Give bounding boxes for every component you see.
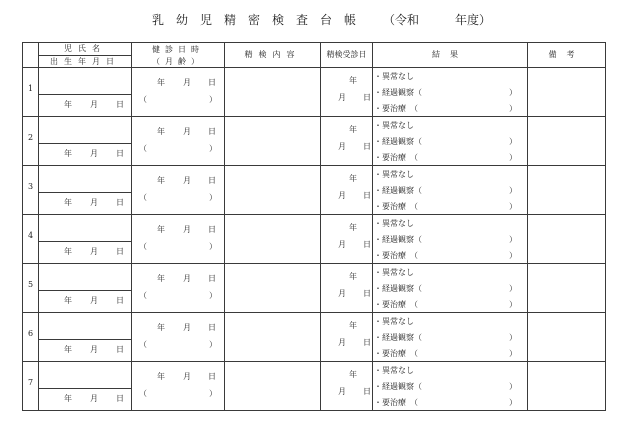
- header-remarks-cell: [528, 43, 606, 68]
- birth-month-label: 月: [90, 247, 98, 256]
- child-name-field: [39, 362, 131, 389]
- age-open-paren: （: [139, 144, 147, 153]
- treat-close-paren: ）: [509, 398, 517, 407]
- age-open-paren: （: [139, 291, 147, 300]
- age-close-paren: ）: [209, 144, 217, 153]
- exam-ledger-table: [22, 42, 606, 411]
- remarks-cell: [528, 264, 606, 313]
- checkup-day-label: 日: [208, 372, 216, 381]
- checkup-year-label: 年: [157, 78, 165, 87]
- checkup-date-cell: [132, 313, 225, 362]
- checkup-month-label: 月: [183, 176, 191, 185]
- child-name-field: [39, 68, 131, 95]
- child-name-birthdate-cell: [39, 313, 132, 362]
- birth-day-label: 日: [116, 345, 124, 354]
- exam-date-cell: [321, 362, 373, 411]
- age-open-paren: （: [139, 95, 147, 104]
- observe-close-paren: ）: [509, 137, 517, 146]
- birth-month-label: 月: [90, 296, 98, 305]
- result-normal-option: ・異常なし: [374, 121, 414, 130]
- checkup-date-cell: [132, 215, 225, 264]
- birth-year-label: 年: [64, 149, 72, 158]
- result-observe-option: ・経過観察（: [374, 382, 422, 391]
- result-cell: [373, 117, 528, 166]
- header-birthdate: 出生年月日: [50, 57, 120, 66]
- result-normal-option: ・異常なし: [374, 268, 414, 277]
- exam-year-label: 年: [349, 223, 357, 232]
- checkup-month-label: 月: [183, 372, 191, 381]
- result-cell: [373, 166, 528, 215]
- result-observe-option: ・経過観察（: [374, 333, 422, 342]
- child-name-field: [39, 166, 131, 193]
- exam-content-cell: [225, 313, 321, 362]
- result-treat-option: ・要治療 （: [374, 300, 418, 309]
- birth-day-label: 日: [116, 149, 124, 158]
- exam-month-label: 月: [338, 240, 346, 249]
- ledger-title: 乳幼児精密検査台帳: [152, 13, 369, 27]
- treat-close-paren: ）: [509, 251, 517, 260]
- header-remarks: 備考: [548, 50, 585, 59]
- child-name-field: [39, 215, 131, 242]
- result-treat-option: ・要治療 （: [374, 153, 418, 162]
- exam-day-label: 日: [363, 240, 371, 249]
- age-open-paren: （: [139, 340, 147, 349]
- checkup-date-cell: [132, 264, 225, 313]
- ledger-row: [23, 117, 606, 166]
- child-name-field: [39, 313, 131, 340]
- birth-day-label: 日: [116, 198, 124, 207]
- birth-year-label: 年: [64, 345, 72, 354]
- header-exam-content: 精検内容: [244, 50, 301, 59]
- header-checkup-date: 健診日時: [152, 45, 204, 54]
- ledger-body: [23, 68, 606, 411]
- checkup-year-label: 年: [157, 127, 165, 136]
- remarks-cell: [528, 362, 606, 411]
- exam-date-cell: [321, 264, 373, 313]
- header-number-cell: [23, 43, 39, 68]
- checkup-month-label: 月: [183, 127, 191, 136]
- checkup-month-label: 月: [183, 78, 191, 87]
- row-number-cell: [23, 362, 39, 411]
- exam-content-cell: [225, 68, 321, 117]
- age-close-paren: ）: [209, 340, 217, 349]
- exam-date-cell: [321, 68, 373, 117]
- child-name-birthdate-cell: [39, 362, 132, 411]
- fiscal-year-label: （令和 年度）: [383, 13, 492, 27]
- birth-day-label: 日: [116, 394, 124, 403]
- child-name-field: [39, 117, 131, 144]
- child-name-birthdate-cell: [39, 215, 132, 264]
- exam-content-cell: [225, 117, 321, 166]
- header-exam-date: 精検受診日: [326, 50, 367, 59]
- birth-year-label: 年: [64, 394, 72, 403]
- age-close-paren: ）: [209, 242, 217, 251]
- result-observe-option: ・経過観察（: [374, 186, 422, 195]
- row-number-cell: [23, 166, 39, 215]
- exam-day-label: 日: [363, 142, 371, 151]
- birth-year-label: 年: [64, 100, 72, 109]
- exam-date-cell: [321, 313, 373, 362]
- remarks-cell: [528, 166, 606, 215]
- row-number-cell: [23, 313, 39, 362]
- checkup-day-label: 日: [208, 225, 216, 234]
- birth-month-label: 月: [90, 149, 98, 158]
- row-number: 5: [27, 280, 34, 289]
- observe-close-paren: ）: [509, 88, 517, 97]
- ledger-row: [23, 166, 606, 215]
- row-number: 1: [27, 84, 34, 93]
- birth-month-label: 月: [90, 198, 98, 207]
- remarks-cell: [528, 215, 606, 264]
- checkup-date-cell: [132, 166, 225, 215]
- exam-day-label: 日: [363, 338, 371, 347]
- header-age-months: （月齢）: [152, 57, 204, 66]
- exam-date-cell: [321, 117, 373, 166]
- checkup-year-label: 年: [157, 225, 165, 234]
- exam-year-label: 年: [349, 76, 357, 85]
- remarks-cell: [528, 68, 606, 117]
- checkup-year-label: 年: [157, 176, 165, 185]
- age-close-paren: ）: [209, 95, 217, 104]
- header-result-cell: [373, 43, 528, 68]
- header-child-name: 児氏名: [39, 43, 131, 56]
- treat-close-paren: ）: [509, 104, 517, 113]
- age-close-paren: ）: [209, 291, 217, 300]
- result-cell: [373, 215, 528, 264]
- exam-month-label: 月: [338, 289, 346, 298]
- row-number-cell: [23, 117, 39, 166]
- checkup-year-label: 年: [157, 323, 165, 332]
- birth-day-label: 日: [116, 100, 124, 109]
- observe-close-paren: ）: [509, 382, 517, 391]
- exam-content-cell: [225, 264, 321, 313]
- checkup-date-cell: [132, 117, 225, 166]
- row-number: 3: [27, 182, 34, 191]
- treat-close-paren: ）: [509, 153, 517, 162]
- exam-month-label: 月: [338, 93, 346, 102]
- child-name-birthdate-cell: [39, 166, 132, 215]
- checkup-day-label: 日: [208, 323, 216, 332]
- result-observe-option: ・経過観察（: [374, 88, 422, 97]
- checkup-date-cell: [132, 68, 225, 117]
- checkup-day-label: 日: [208, 127, 216, 136]
- header-result: 結果: [432, 50, 468, 59]
- result-observe-option: ・経過観察（: [374, 137, 422, 146]
- result-treat-option: ・要治療 （: [374, 104, 418, 113]
- row-number: 7: [27, 378, 34, 387]
- treat-close-paren: ）: [509, 349, 517, 358]
- child-name-birthdate-cell: [39, 117, 132, 166]
- age-close-paren: ）: [209, 389, 217, 398]
- exam-year-label: 年: [349, 125, 357, 134]
- exam-year-label: 年: [349, 370, 357, 379]
- age-open-paren: （: [139, 242, 147, 251]
- exam-month-label: 月: [338, 142, 346, 151]
- result-cell: [373, 362, 528, 411]
- ledger-row: [23, 313, 606, 362]
- result-treat-option: ・要治療 （: [374, 349, 418, 358]
- observe-close-paren: ）: [509, 284, 517, 293]
- result-cell: [373, 68, 528, 117]
- header-row: [23, 43, 606, 68]
- birth-year-label: 年: [64, 247, 72, 256]
- exam-year-label: 年: [349, 321, 357, 330]
- exam-month-label: 月: [338, 338, 346, 347]
- exam-content-cell: [225, 166, 321, 215]
- remarks-cell: [528, 313, 606, 362]
- row-number: 2: [27, 133, 34, 142]
- exam-content-cell: [225, 215, 321, 264]
- header-checkup-cell: [132, 43, 225, 68]
- result-observe-option: ・経過観察（: [374, 284, 422, 293]
- age-open-paren: （: [139, 389, 147, 398]
- birth-month-label: 月: [90, 100, 98, 109]
- result-normal-option: ・異常なし: [374, 72, 414, 81]
- birth-month-label: 月: [90, 345, 98, 354]
- checkup-day-label: 日: [208, 274, 216, 283]
- exam-date-cell: [321, 215, 373, 264]
- child-name-field: [39, 264, 131, 291]
- header-exam-content-cell: [225, 43, 321, 68]
- age-open-paren: （: [139, 193, 147, 202]
- checkup-year-label: 年: [157, 274, 165, 283]
- result-normal-option: ・異常なし: [374, 366, 414, 375]
- result-treat-option: ・要治療 （: [374, 251, 418, 260]
- ledger-row: [23, 362, 606, 411]
- exam-day-label: 日: [363, 93, 371, 102]
- header-name-cell: [39, 43, 132, 68]
- exam-year-label: 年: [349, 174, 357, 183]
- result-treat-option: ・要治療 （: [374, 398, 418, 407]
- row-number-cell: [23, 68, 39, 117]
- result-normal-option: ・異常なし: [374, 317, 414, 326]
- birth-month-label: 月: [90, 394, 98, 403]
- birth-year-label: 年: [64, 296, 72, 305]
- row-number: 4: [27, 231, 34, 240]
- observe-close-paren: ）: [509, 186, 517, 195]
- birth-year-label: 年: [64, 198, 72, 207]
- exam-year-label: 年: [349, 272, 357, 281]
- ledger-row: [23, 215, 606, 264]
- result-cell: [373, 264, 528, 313]
- header-exam-date-cell: [321, 43, 373, 68]
- birth-day-label: 日: [116, 296, 124, 305]
- result-treat-option: ・要治療 （: [374, 202, 418, 211]
- birth-day-label: 日: [116, 247, 124, 256]
- treat-close-paren: ）: [509, 300, 517, 309]
- result-normal-option: ・異常なし: [374, 170, 414, 179]
- checkup-month-label: 月: [183, 323, 191, 332]
- checkup-year-label: 年: [157, 372, 165, 381]
- checkup-month-label: 月: [183, 274, 191, 283]
- exam-date-cell: [321, 166, 373, 215]
- remarks-cell: [528, 117, 606, 166]
- checkup-month-label: 月: [183, 225, 191, 234]
- row-number-cell: [23, 264, 39, 313]
- checkup-day-label: 日: [208, 78, 216, 87]
- ledger-row: [23, 68, 606, 117]
- row-number-cell: [23, 215, 39, 264]
- result-normal-option: ・異常なし: [374, 219, 414, 228]
- exam-month-label: 月: [338, 387, 346, 396]
- child-name-birthdate-cell: [39, 264, 132, 313]
- treat-close-paren: ）: [509, 202, 517, 211]
- checkup-date-cell: [132, 362, 225, 411]
- exam-content-cell: [225, 362, 321, 411]
- exam-month-label: 月: [338, 191, 346, 200]
- result-observe-option: ・経過観察（: [374, 235, 422, 244]
- exam-day-label: 日: [363, 289, 371, 298]
- age-close-paren: ）: [209, 193, 217, 202]
- child-name-birthdate-cell: [39, 68, 132, 117]
- exam-day-label: 日: [363, 191, 371, 200]
- ledger-row: [23, 264, 606, 313]
- exam-day-label: 日: [363, 387, 371, 396]
- row-number: 6: [27, 329, 34, 338]
- result-cell: [373, 313, 528, 362]
- observe-close-paren: ）: [509, 235, 517, 244]
- observe-close-paren: ）: [509, 333, 517, 342]
- checkup-day-label: 日: [208, 176, 216, 185]
